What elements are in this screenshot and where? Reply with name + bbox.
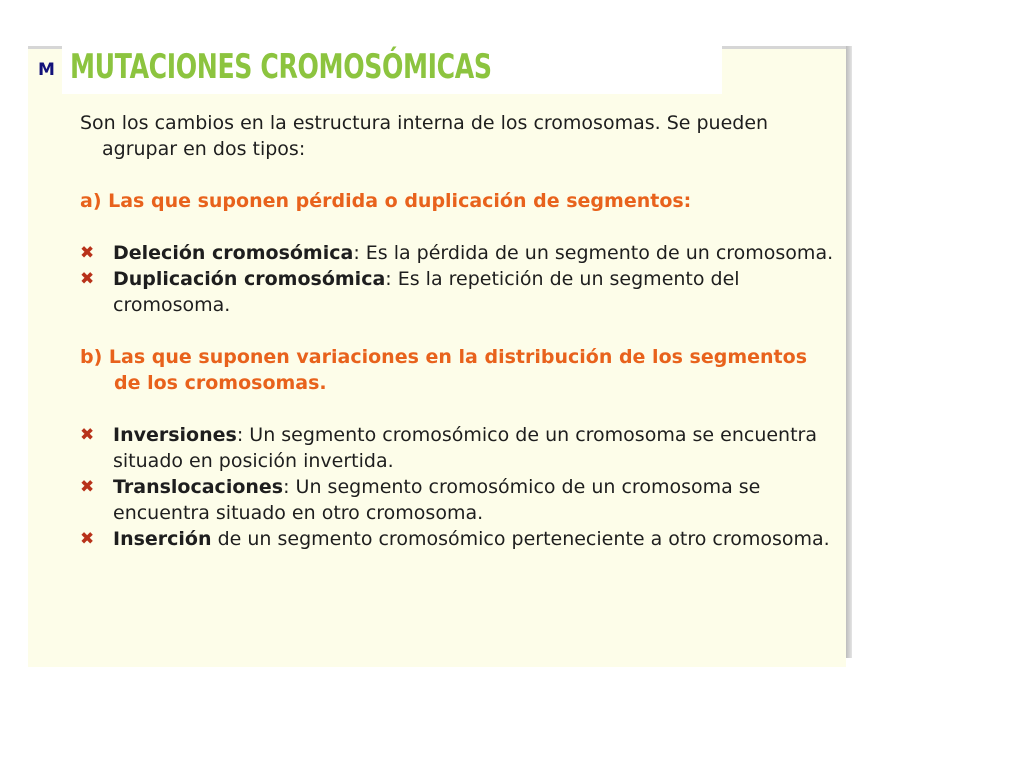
cross-bullet-icon: ✖ xyxy=(80,243,95,263)
spacer xyxy=(80,318,840,344)
cross-bullet-icon: ✖ xyxy=(80,529,95,549)
cross-bullet-icon: ✖ xyxy=(80,425,95,445)
list-item-insercion xyxy=(80,526,840,552)
intro-text: Son los cambios en la estructura interna de los cromosomas. Se pueden agrupar en dos tipos: xyxy=(80,112,769,160)
slide-content xyxy=(80,110,840,552)
item-text: : Es la pérdida de un segmento de un cromosoma. xyxy=(353,242,834,264)
item-term: Inserción xyxy=(113,528,212,550)
partial-original-title-letter: M xyxy=(38,60,55,80)
page-title: MUTACIONES CROMOSÓMICAS xyxy=(70,47,492,87)
item-text: : Un segmento cromosómico de un cromosoma se encuentra situado en posición invertida. xyxy=(113,424,818,472)
list-item-duplicacion xyxy=(80,266,840,318)
item-text: de un segmento cromosómico perteneciente a otro cromosoma. xyxy=(211,528,830,550)
panel-shadow xyxy=(846,46,852,658)
item-text: : Un segmento cromosómico de un cromosoma se encuentra situado en otro cromosoma. xyxy=(113,476,761,524)
list-item-inversiones xyxy=(80,422,840,474)
item-term: Inversiones xyxy=(113,424,237,446)
item-term: Duplicación cromosómica xyxy=(113,268,386,290)
section-a-heading: a) Las que suponen pérdida o duplicación de segmentos: xyxy=(80,190,692,212)
section-b-heading: b) Las que suponen variaciones en la distribución de los segmentos de los cromosomas. xyxy=(80,346,808,394)
list-item-delecion xyxy=(80,240,840,266)
cross-bullet-icon: ✖ xyxy=(80,269,95,289)
item-term: Translocaciones xyxy=(113,476,284,498)
list-item-translocaciones xyxy=(80,474,840,526)
item-term: Deleción cromosómica xyxy=(113,242,354,264)
item-text: : Es la repetición de un segmento del cromosoma. xyxy=(113,268,740,316)
cross-bullet-icon: ✖ xyxy=(80,477,95,497)
